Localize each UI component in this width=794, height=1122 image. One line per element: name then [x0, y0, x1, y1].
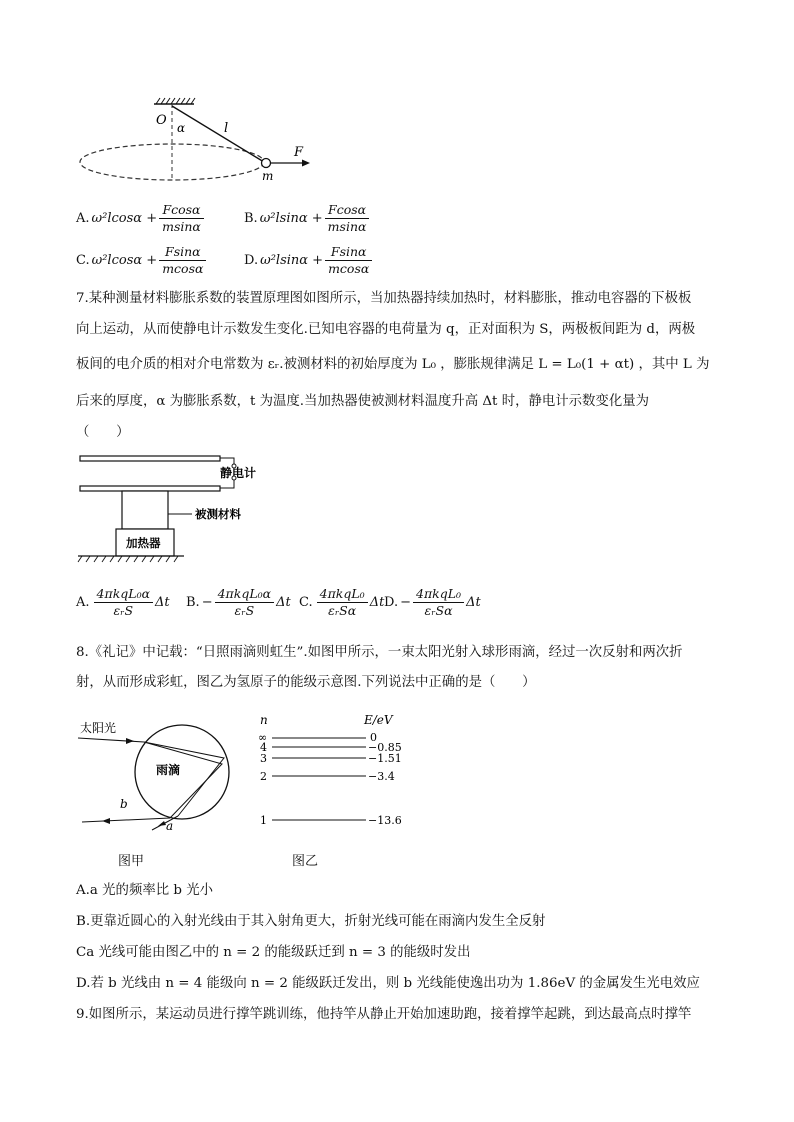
- q7-line-3: 板间的电介质的相对介电常数为 εᵣ.被测材料的初始厚度为 L₀ ，膨胀规律满足 L = L₀(1 + αt) ，其中 L 为: [76, 357, 710, 372]
- label-l: l: [224, 121, 229, 136]
- q6-option-c[interactable]: C. ω²lcosα + $\frac{Fsin\alpha}{mcos\alpha}$: [76, 244, 208, 277]
- q7-option-d[interactable]: D. − $\frac{\text{4πkqL₀}}{\text{εᵣSα}}$ Δt: [384, 586, 481, 618]
- q7-line-1: 7.某种测量材料膨胀系数的装置原理图如图所示，当加热器持续加热时，材料膨胀，推动电容器的下极板: [76, 291, 692, 306]
- level-n-inf: ∞: [258, 731, 268, 744]
- label-alpha: α: [177, 121, 186, 135]
- level-n-4: 4: [260, 741, 267, 754]
- label-ray-a: a: [166, 819, 174, 832]
- label-sunlight: 太阳光: [80, 721, 117, 735]
- level-e-1: −13.6: [368, 814, 402, 827]
- q8-option-c[interactable]: Ca 光线可能由图乙中的 n = 2 的能级跃迁到 n = 3 的能级时发出: [76, 945, 471, 960]
- q7-option-a[interactable]: A. $\frac{\text{4πkqL₀α}}{\text{εᵣS}}$ Δt: [76, 586, 170, 618]
- q8-line-2: 射，从而形成彩虹，图乙为氢原子的能级示意图.下列说法中正确的是（ ）: [76, 675, 536, 690]
- label-heater: 加热器: [126, 536, 161, 550]
- level-e-4: −0.85: [368, 741, 402, 754]
- label-m: m: [262, 169, 274, 183]
- q6-option-a[interactable]: A. ω²lcosα + $\frac{Fcos\alpha}{msin\alpha}$: [76, 202, 206, 235]
- level-e-inf: 0: [370, 731, 377, 744]
- q8-option-b[interactable]: B.更靠近圆心的入射光线由于其入射角更大，折射光线可能在雨滴内发生全反射: [76, 914, 546, 929]
- n-header: n: [260, 713, 268, 727]
- q9-line-1: 9.如图所示，某运动员进行撑竿跳训练，他持竿从静止开始加速助跑，接着撑竿起跳，到达最高点时撑竿: [76, 1007, 692, 1022]
- label-ray-b: b: [120, 797, 128, 811]
- capacitor-apparatus-figure: [74, 450, 274, 570]
- q8-option-d[interactable]: D.若 b 光线由 n = 4 能级向 n = 2 能级跃迁发出，则 b 光线能使逸出功为 1.86eV 的金属发生光电效应: [76, 976, 700, 991]
- level-n-1: 1: [260, 814, 267, 827]
- level-e-3: −1.51: [368, 752, 402, 765]
- q7-line-4: 后来的厚度，α 为膨胀系数，t 为温度.当加热器使被测材料温度升高 Δt 时，静电计示数变化量为: [76, 394, 649, 409]
- q7-answer-blank: （ ）: [76, 425, 130, 440]
- level-e-2: −3.4: [368, 770, 395, 783]
- label-meter: 静电计: [220, 466, 257, 480]
- q7-option-b[interactable]: B. − $\frac{\text{4πkqL₀α}}{\text{εᵣS}}$ Δt: [186, 586, 291, 618]
- conical-pendulum-figure: [74, 94, 314, 190]
- level-n-3: 3: [260, 752, 267, 765]
- q6-option-b[interactable]: B. ω²lsinα + $\frac{Fcos\alpha}{msin\alpha}$: [244, 202, 371, 235]
- q7-option-c[interactable]: C. $\frac{\text{4πkqL₀}}{\text{εᵣSα}}$ Δt: [299, 586, 385, 618]
- q7-line-2: 向上运动，从而使静电计示数发生变化.已知电容器的电荷量为 q，正对面积为 S，两极板间距为 d，两极: [76, 322, 696, 337]
- level-n-2: 2: [260, 770, 267, 783]
- caption-figure-b: 图乙: [292, 854, 319, 869]
- label-material: 被测材料: [195, 507, 241, 521]
- q8-line-1: 8.《礼记》中记载：“日照雨滴则虹生”.如图甲所示，一束太阳光射入球形雨滴，经过一次反射和两次折: [76, 645, 683, 660]
- raindrop-figure: [74, 712, 244, 832]
- energy-level-figure: [252, 710, 412, 830]
- caption-figure-a: 图甲: [118, 854, 145, 869]
- label-o: O: [156, 113, 167, 128]
- label-raindrop: 雨滴: [156, 763, 181, 777]
- e-header: E/eV: [364, 713, 393, 727]
- label-f: F: [294, 145, 304, 160]
- q6-option-d[interactable]: D. ω²lsinα + $\frac{Fsin\alpha}{mcos\alpha}$: [244, 244, 374, 277]
- q8-option-a[interactable]: A.a 光的频率比 b 光小: [76, 883, 213, 898]
